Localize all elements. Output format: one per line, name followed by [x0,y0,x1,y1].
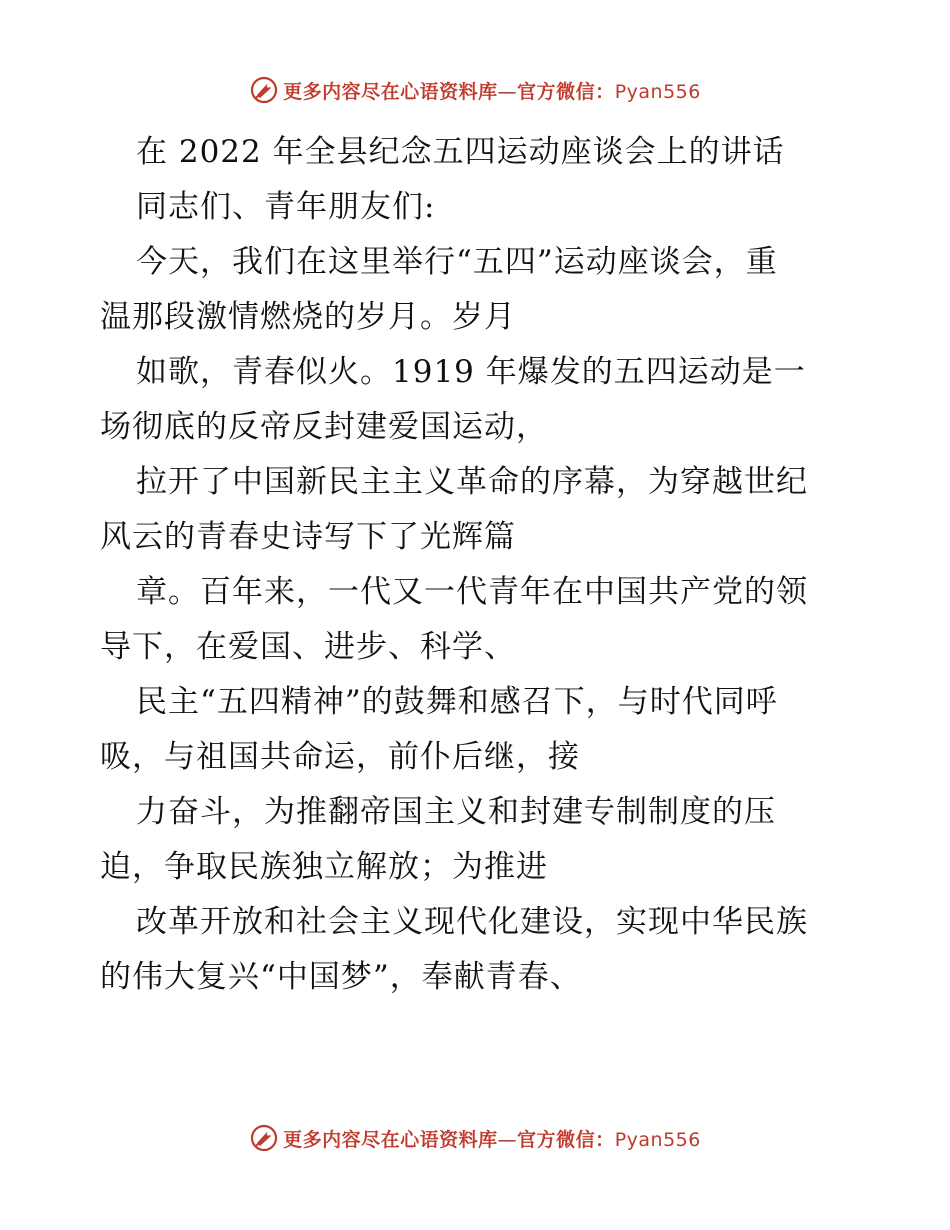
paragraph-line: 温那段激情燃烧的岁月。岁月 [100,299,516,335]
paragraph-line: 章。百年来，一代又一代青年在中国共产党的领 [136,574,808,610]
paragraph-line: 今天，我们在这里举行“五四”运动座谈会，重 [136,244,778,280]
paragraph-line: 风云的青春史诗写下了光辉篇 [100,519,516,555]
footer-watermark-banner [0,1120,950,1156]
document-title: 在 2022 年全县纪念五四运动座谈会上的讲话 [136,134,785,170]
paragraph-line: 拉开了中国新民主主义革命的序幕，为穿越世纪 [136,464,808,500]
paragraph-line: 导下，在爱国、进步、科学、 [100,629,516,665]
paragraph-line: 民主“五四精神”的鼓舞和感召下，与时代同呼 [136,684,778,720]
paragraph-line: 场彻底的反帝反封建爱国运动， [100,409,548,445]
banner-site-text: 更多内容尽在心语资料库 [283,80,498,103]
banner-text [283,77,701,104]
banner-handle: Pyan556 [614,1128,701,1151]
banner-dash: — [497,1128,518,1151]
paragraph-line: 如歌，青春似火。1919 年爆发的五四运动是一 [136,354,806,390]
document-body [100,125,860,1005]
banner-official-text: 官方微信： [517,1128,615,1151]
salutation-line: 同志们、青年朋友们: [136,189,436,225]
paragraph-line: 力奋斗，为推翻帝国主义和封建专制制度的压 [136,794,776,830]
banner-handle: Pyan556 [614,80,701,103]
pen-nib-logo-icon [249,1123,279,1153]
paragraph-line: 改革开放和社会主义现代化建设，实现中华民族 [136,904,808,940]
header-watermark-banner [0,72,950,108]
paragraph-line: 的伟大复兴“中国梦”，奉献青春、 [100,959,582,995]
paragraph-line: 吸，与祖国共命运，前仆后继，接 [100,739,580,775]
banner-site-text: 更多内容尽在心语资料库 [283,1128,498,1151]
banner-dash: — [497,80,518,103]
pen-nib-logo-icon [249,75,279,105]
banner-text [283,1125,701,1152]
banner-official-text: 官方微信： [517,80,615,103]
paragraph-line: 迫，争取民族独立解放；为推进 [100,849,548,885]
